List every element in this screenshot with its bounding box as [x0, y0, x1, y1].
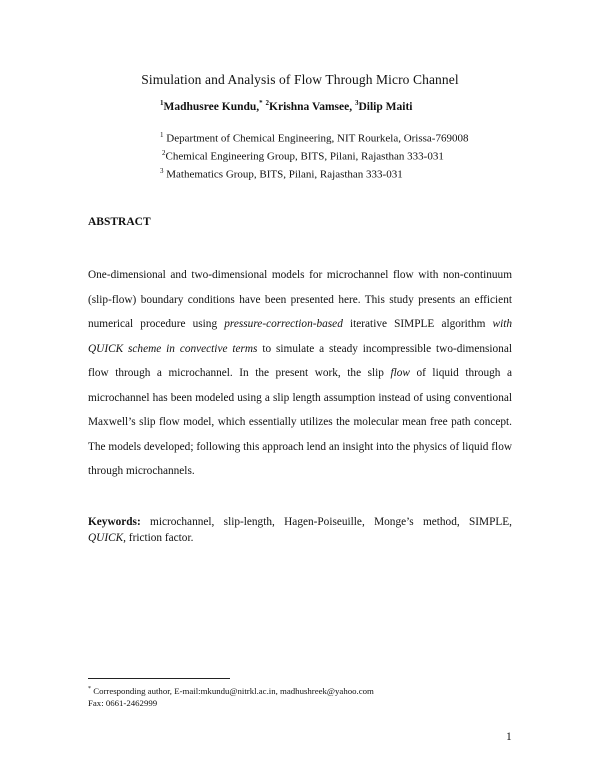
abstract-body — [88, 263, 512, 484]
paper-title: Simulation and Analysis of Flow Through Micro Channel — [141, 72, 459, 87]
footnote-rule — [88, 678, 230, 679]
affiliation-1-sup: 1 — [160, 131, 164, 139]
keywords-text-1: microchannel, slip-length, Hagen-Poiseuille, Monge’s method, SIMPLE, — [140, 516, 512, 528]
affiliation-3-sup: 3 — [160, 167, 164, 176]
abstract-italic-2: with QUICK scheme in convective terms — [88, 318, 513, 355]
footnote-email: Corresponding author, E-mail:mkundu@nitrkl.ac.in, madhushreek@yahoo.com — [91, 685, 374, 696]
affiliation-2-sup: 2 — [162, 149, 166, 158]
affiliation-1 — [160, 128, 468, 146]
affiliation-2 — [160, 146, 468, 164]
footnote-fax: Fax: 0661-2462999 — [88, 697, 158, 708]
corresponding-mark: * — [259, 99, 263, 107]
author-1-sup: 1 — [160, 99, 164, 107]
page-number: 1 — [506, 731, 512, 743]
keywords-label: Keywords: — [88, 516, 141, 528]
abstract-italic-1: pressure-correction-based — [224, 318, 343, 330]
affiliation-list — [160, 128, 468, 182]
author-2-sup: 2 — [265, 99, 270, 107]
footnote-line-1 — [88, 683, 374, 697]
keywords — [88, 515, 512, 546]
abstract-text-3: to simulate a steady incompressible two-dimensional flow through a microchannel. In the present work, the slip — [88, 342, 512, 379]
abstract-text-1: One-dimensional and two-dimensional models for microchannel flow with non-continuum (slip-flow) boundary conditions have been presented here. This study presents an efficient numerical procedure using — [88, 269, 512, 330]
affiliation-2-text: Chemical Engineering Group, BITS, Pilani, Rajasthan 333-031 — [165, 150, 444, 163]
abstract-text-4: of liquid through a microchannel has been modeled using a slip length assumption instead of using conventional Maxwell’s slip flow model, which essentially utilizes the molecular mean free path concept. The models developed; following this approach lend an insight into the physics of liquid flow through microchannels. — [88, 367, 513, 477]
abstract-heading: ABSTRACT — [88, 216, 151, 228]
author-list — [160, 99, 412, 113]
author-2-name: Krishna Vamsee, — [269, 100, 353, 113]
footnote — [88, 683, 374, 709]
abstract-italic-3: flow — [390, 367, 410, 379]
keywords-quick: QUICK, — [88, 531, 126, 544]
abstract-text-2: iterative SIMPLE algorithm — [342, 318, 493, 330]
affiliation-1-text: Department of Chemical Engineering, NIT Rourkela, Orissa-769008 — [166, 132, 469, 145]
author-3-sup: 3 — [354, 99, 359, 107]
author-3-name: Dilip Maiti — [358, 100, 413, 113]
author-1-name: Madhusree Kundu, — [163, 100, 260, 113]
footnote-mark: * — [88, 686, 91, 692]
affiliation-3-text: Mathematics Group, BITS, Pilani, Rajasthan 333-031 — [166, 168, 403, 181]
keywords-text-2: friction factor. — [125, 531, 194, 544]
affiliation-3 — [160, 164, 468, 182]
